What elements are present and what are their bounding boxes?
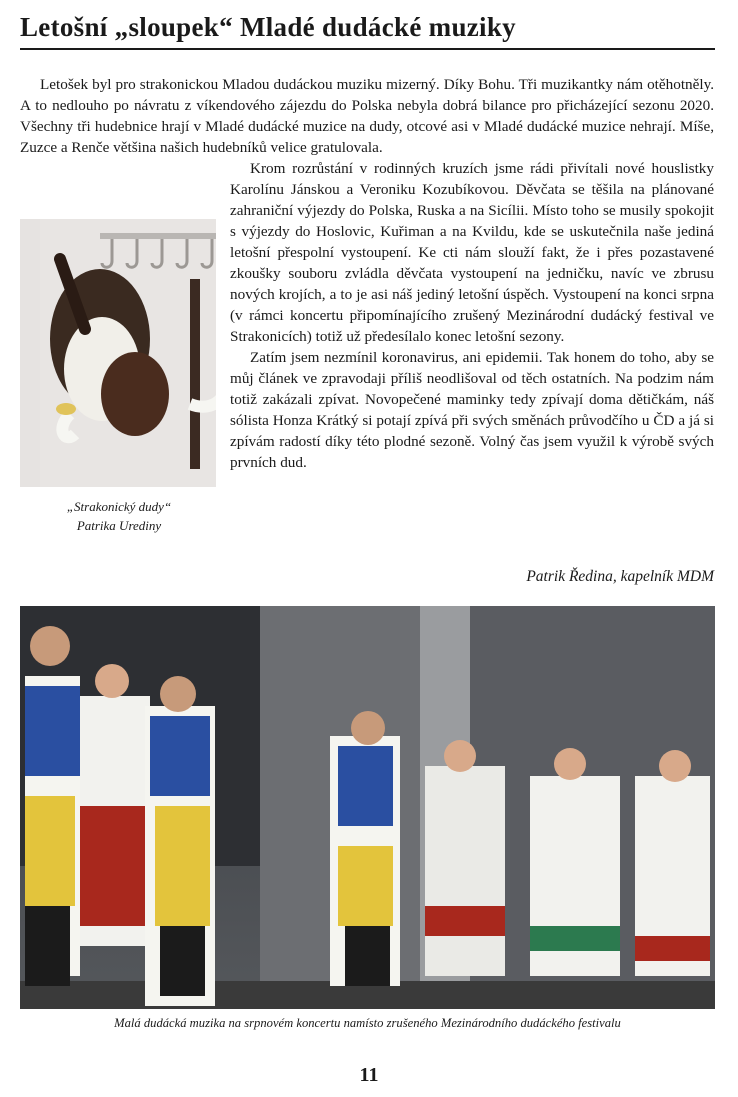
- title-underline: [20, 48, 715, 50]
- article-body: [20, 74, 714, 535]
- bagpipes-figure: [20, 219, 218, 535]
- paragraph-3: Zatím jsem nezmínil koronavirus, ani epidemii. Tak honem do toho, aby se můj článek ve zpravodaji příliš neodlišoval od těch ostatních. Na podzim nám totiž zakázali zpívat. Novopečené maminky tedy zpívají doma dětičkám, náš sólista Honza Krátký si potají zpívá při svých směnách průvodčího u ČD a já si zpívám radostí díky této plodné sezoně. Volný čas jsem využil k výrobě svých prvních dud.: [230, 349, 714, 471]
- article-title: Letošní „sloupek“ Mladé dudácké muziky: [20, 12, 516, 42]
- paragraph-2-text: Krom rozrůstání v rodinných kruzích jsme rádi přivítali nové houslistky Karolínu Jánskou a Veroniku Kozubíkovou. Děvčata se těšila na plánované zahraniční výjezdy do Polska, Ruska a na Sicílii. Místo toho se musily spokojit s výjezdy do Hoslovic, Kuřiman a na Kvildu, kde se uskutečnila naše jediná letošní přespolní vystoupení. Ke cti nám slouží fakt, že i přes pozastavené zkoušky souboru zvládla děvčata vystoupení na jedničku, navíc ve zbrusu nových krojích, a to je asi náš jediný letošní úspěch. Vystoupení na konci srpna (v rámci koncertu připomínajícího zrušený Mezinárodní dudácký festival ve Strakonicích) totiž už předesílalo konec letošní sezony.: [230, 160, 714, 345]
- bagpipes-photo: [20, 219, 216, 487]
- page-number: 11: [359, 1064, 379, 1086]
- author-signature: Patrik Ředina, kapelník MDM: [526, 568, 714, 585]
- ensemble-concert-photo: [20, 606, 715, 1009]
- bagpipes-caption: [20, 497, 218, 535]
- concert-photo-caption: Malá dudácká muzika na srpnovém koncertu namísto zrušeného Mezinárodního dudáckého festivalu: [114, 1016, 621, 1030]
- bagpipes-caption-line1: „Strakonický dudy“: [66, 499, 172, 514]
- paragraph-1: Letošek byl pro strakonickou Mladou dudáckou muziku mizerný. Díky Bohu. Tři muzikantky nám otěhotněly. A to nedlouho po návratu z víkendového zájezdu do Polska nebyla dobrá bilance pro přicházející sezonu 2020. Všechny tři hudebnice hrají v Mladé dudácké muzice na dudy, otcové asi v Mladé dudácké muzice nehrají. Míše, Zuzce a Renče většina našich hudebníků velice gratulovala.: [20, 76, 714, 156]
- bagpipes-caption-line2: Patrika Urediny: [76, 518, 162, 533]
